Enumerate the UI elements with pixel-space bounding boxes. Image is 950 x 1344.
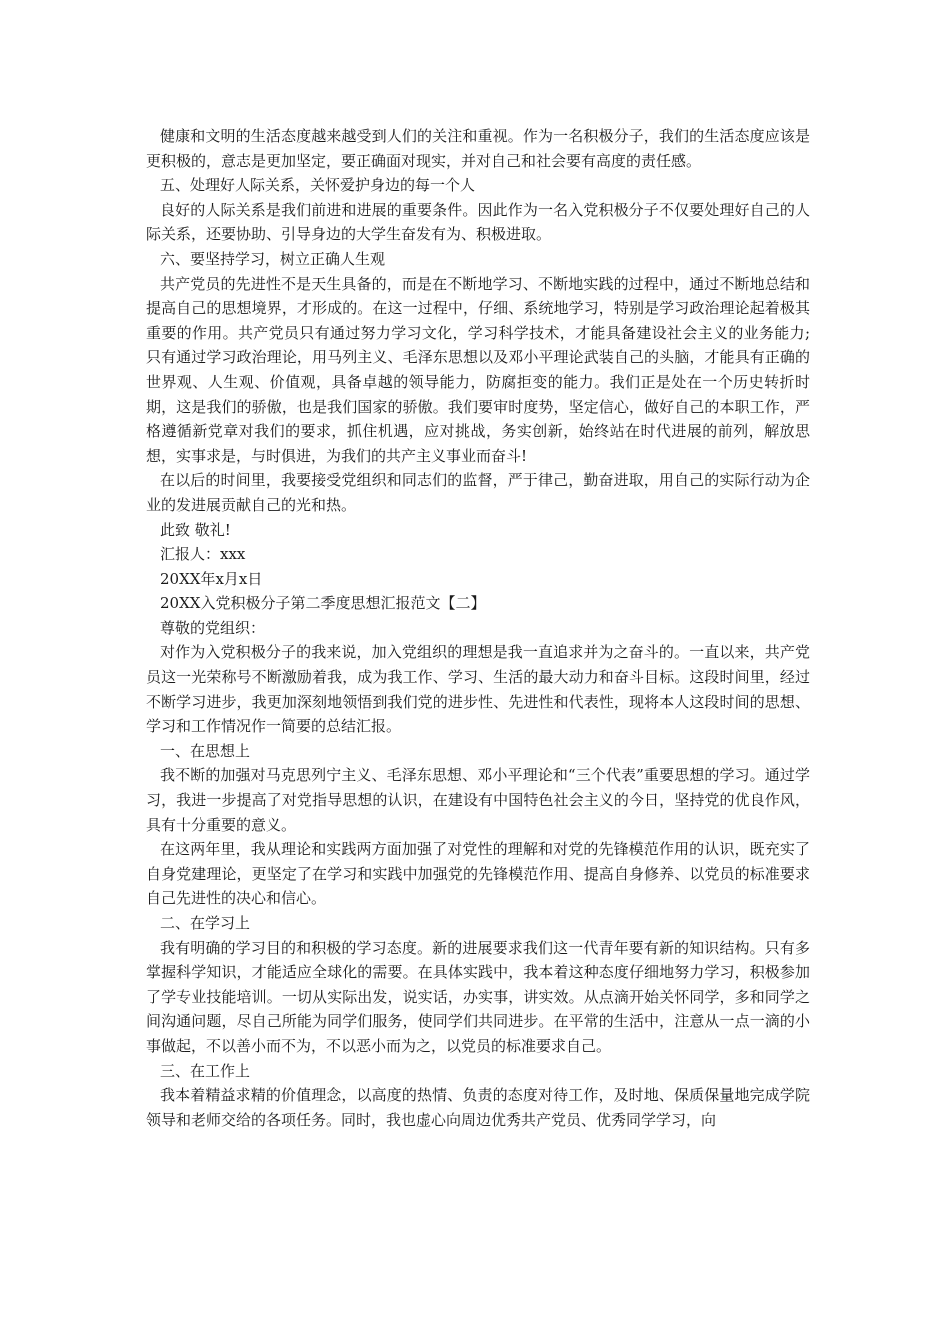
paragraph-lifestyle: 健康和文明的生活态度越来越受到人们的关注和重视。作为一名积极分子，我们的生活态度应该是更积极的，意志是更加坚定，要正确面对现实，并对自己和社会要有高度的责任感。 <box>146 127 810 170</box>
paragraph-intro: 对作为入党积极分子的我来说，加入党组织的理想是我一直追求并为之奋斗的。一直以来，共产党员这一光荣称号不断激励着我，成为我工作、学习、生活的最大动力和奋斗目标。这段时间里，经过不断学习进步，我更加深刻地领悟到我们党的进步性、先进性和代表性，现将本人这段时间的思想、学习和工作情况作一简要的总结汇报。 <box>146 643 810 736</box>
greeting-line: 尊敬的党组织： <box>160 618 266 637</box>
paragraph-learning: 我有明确的学习目的和积极的学习态度。新的进展要求我们这一代青年要有新的知识结构。只有多掌握科学知识，才能适应全球化的需要。在具体实践中，我本着这种态度仔细地努力学习，积极参加了学专业技能培训。一切从实际出发，说实话，办实事，讲实效。从点滴开始关怀同学，多和同学之间沟通问题，尽自己所能为同学们服务，使同学们共同进步。在平常的生活中，注意从一点一滴的小事做起，不以善小而不为，不以恶小而为之，以党员的标准要求自己。 <box>146 938 810 1055</box>
paragraph-work: 我本着精益求精的价值理念，以高度的热情、负责的态度对待工作，及时地、保质保量地完成学院领导和老师交给的各项任务。同时，我也虚心向周边优秀共产党员、优秀同学学习，向 <box>146 1086 810 1129</box>
closing-salutation: 此致 敬礼! <box>160 520 231 539</box>
section-heading-learning: 二、在学习上 <box>160 914 251 932</box>
reporter-line: 汇报人：xxx <box>160 545 246 564</box>
paragraph-study: 共产党员的先进性不是天生具备的，而是在不断地学习、不断地实践的过程中，通过不断地总结和提高自己的思想境界，才形成的。在这一过程中，仔细、系统地学习，特别是学习政治理论起着极其重要的作用。共产党员只有通过努力学习文化，学习科学技术，才能具备建设社会主义的业务能力;只有通过学习政治理论，用马列主义、毛泽东思想以及邓小平理论武装自己的头脑，才能具有正确的世界观、人生观、价值观，具备卓越的领导能力，防腐拒变的能力。我们正是处在一个历史转折时期，这是我们的骄傲，也是我们国家的骄傲。我们要审时度势，坚定信心，做好自己的本职工作，严格遵循新党章对我们的要求，抓住机遇，应对挑战，务实创新，始终站在时代进展的前列，解放思想，实事求是，与时俱进，为我们的共产主义事业而奋斗! <box>146 274 810 465</box>
document-body <box>146 124 810 1132</box>
paragraph-relations: 良好的人际关系是我们前进和进展的重要条件。因此作为一名入党积极分子不仅要处理好自己的人际关系，还要协助、引导身边的大学生奋发有为、积极进取。 <box>146 200 810 244</box>
sample-title-2: 20XX入党积极分子第二季度思想汇报范文【二】 <box>160 594 486 613</box>
section-heading-work: 三、在工作上 <box>160 1061 251 1080</box>
paragraph-thought-2: 在这两年里，我从理论和实践两方面加强了对党性的理解和对党的先锋模范作用的认识，既充实了自身党建理论，更坚定了在学习和实践中加强党的先锋模范作用、提高自身修养、以党员的标准要求自己先进性的决心和信心。 <box>146 840 810 908</box>
section-heading-5: 五、处理好人际关系，关怀爱护身边的每一个人 <box>160 176 476 195</box>
section-heading-thought: 一、在思想上 <box>160 741 251 760</box>
paragraph-thought-1: 我不断的加强对马克思列宁主义、毛泽东思想、邓小平理论和“三个代表”重要思想的学习。通过学习，我进一步提高了对党指导思想的认识，在建设有中国特色社会主义的今日，坚持党的优良作风，具有十分重要的意义。 <box>146 766 810 834</box>
paragraph-future: 在以后的时间里，我要接受党组织和同志们的监督，严于律己，勤奋进取，用自己的实际行动为企业的发进展贡献自己的光和热。 <box>146 471 810 514</box>
section-heading-6: 六、要坚持学习，树立正确人生观 <box>160 249 386 268</box>
date-line: 20XX年x月x日 <box>160 569 263 588</box>
